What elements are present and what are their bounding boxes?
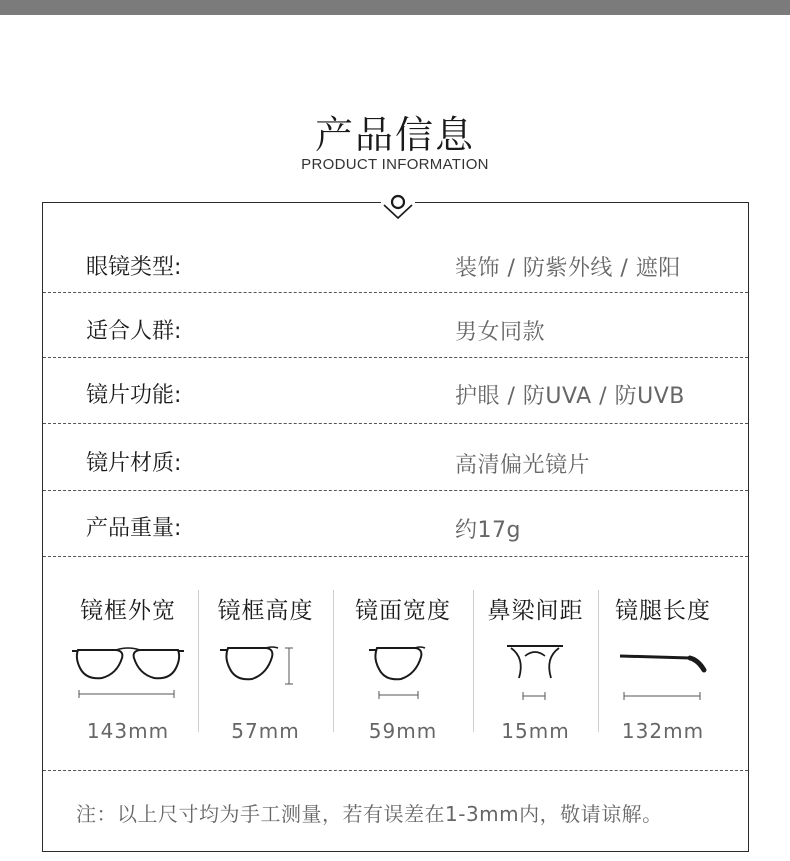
dimension-column	[198, 556, 333, 770]
row-divider	[43, 292, 748, 293]
spec-value-type: 装饰 / 防紫外线 / 遮阳	[455, 256, 681, 281]
row-divider	[43, 770, 748, 771]
row-divider	[43, 423, 748, 424]
spec-value-weight: 约17g	[455, 518, 521, 543]
dimension-value: 132mm	[621, 719, 705, 743]
spec-label-weight: 产品重量:	[86, 516, 182, 541]
dimension-label: 镜框高度	[217, 598, 314, 624]
dimension-value: 59mm	[368, 719, 438, 743]
spec-label-audience: 适合人群:	[86, 319, 182, 344]
spec-label-material: 镜片材质:	[86, 451, 182, 476]
top-bar	[0, 0, 790, 15]
full-frame-width-icon	[58, 640, 198, 700]
row-divider	[43, 490, 748, 491]
dimension-label: 镜面宽度	[355, 598, 451, 624]
dimension-column	[598, 556, 728, 770]
dimension-label: 镜框外宽	[80, 598, 176, 624]
dimension-label: 鼻梁间距	[487, 598, 584, 624]
spec-value-function: 护眼 / 防UVA / 防UVB	[455, 384, 685, 409]
dimension-value: 143mm	[86, 719, 170, 743]
spec-label-type: 眼镜类型:	[86, 255, 182, 280]
spec-label-function: 镜片功能:	[86, 383, 182, 408]
measurement-note: 注：以上尺寸均为手工测量，若有误差在1-3mm内，敬请谅解。	[76, 802, 663, 826]
spec-value-material: 高清偏光镜片	[455, 453, 591, 478]
dimension-column	[333, 556, 473, 770]
page-subtitle: PRODUCT INFORMATION	[301, 156, 489, 173]
lens-height-icon	[198, 640, 333, 700]
dimension-column	[58, 556, 198, 770]
ring-chevron-icon	[381, 191, 415, 225]
temple-length-icon	[598, 640, 728, 700]
page-title: 产品信息	[314, 113, 475, 157]
dimension-value: 15mm	[501, 719, 570, 743]
bridge-width-icon	[473, 640, 598, 700]
spec-value-audience: 男女同款	[455, 320, 546, 345]
lens-width-icon	[333, 640, 473, 700]
dimension-value: 57mm	[231, 719, 300, 743]
dimension-column	[473, 556, 598, 770]
dimension-label: 镜腿长度	[615, 598, 711, 624]
row-divider	[43, 357, 748, 358]
